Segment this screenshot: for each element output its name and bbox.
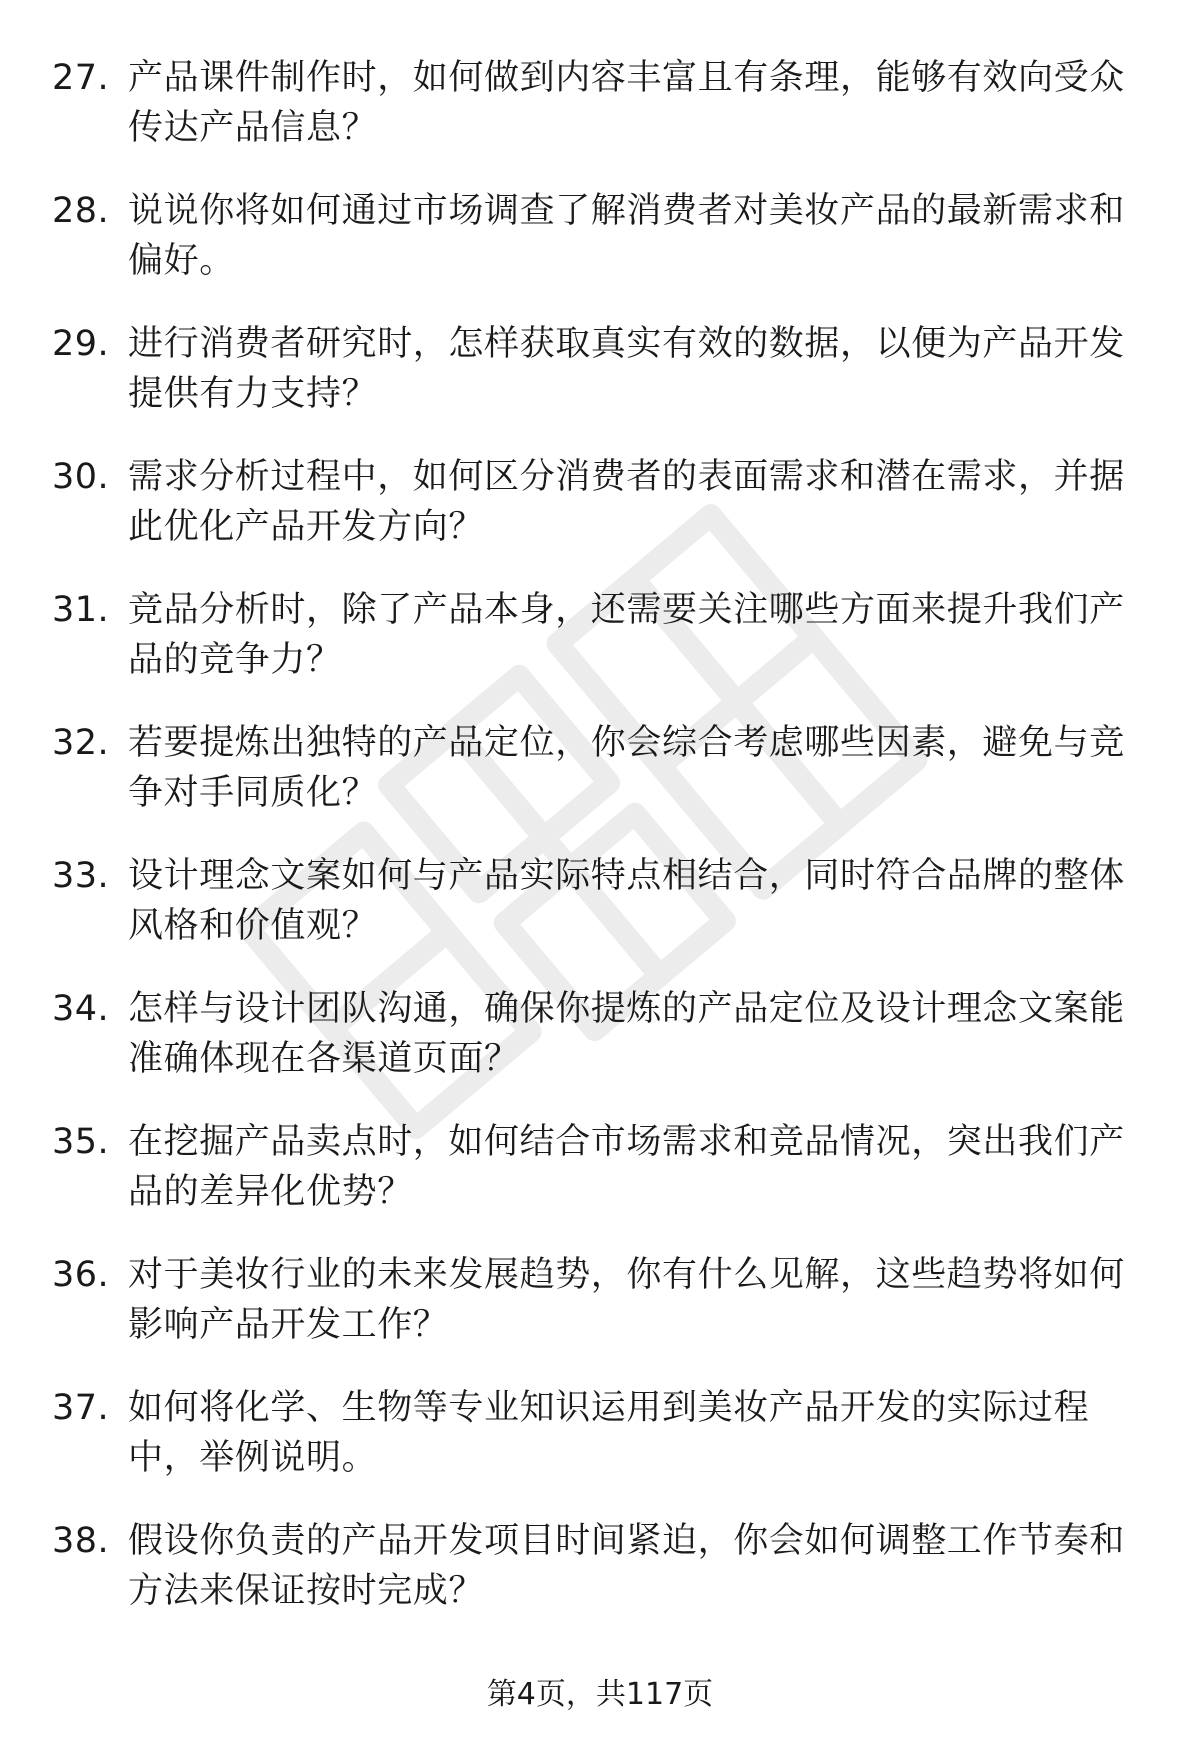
question-text: 需求分析过程中，如何区分消费者的表面需求和潜在需求，并据此优化产品开发方向？ (128, 457, 1125, 547)
question-text: 对于美妆行业的未来发展趋势，你有什么见解，这些趋势将如何影响产品开发工作？ (128, 1255, 1125, 1345)
question-text: 如何将化学、生物等专业知识运用到美妆产品开发的实际过程中，举例说明。 (128, 1388, 1090, 1478)
list-item (0, 452, 1200, 585)
list-item (0, 319, 1200, 452)
question-number: 38. (52, 1521, 110, 1561)
list-item (0, 53, 1200, 186)
question-text: 设计理念文案如何与产品实际特点相结合，同时符合品牌的整体风格和价值观？ (128, 856, 1125, 946)
question-number: 28. (52, 191, 110, 231)
question-text: 产品课件制作时，如何做到内容丰富且有条理，能够有效向受众传达产品信息？ (128, 58, 1125, 148)
page-footer (0, 1675, 1200, 1715)
question-number: 35. (52, 1122, 110, 1162)
list-item (0, 186, 1200, 319)
question-text: 在挖掘产品卖点时，如何结合市场需求和竞品情况，突出我们产品的差异化优势？ (128, 1122, 1125, 1212)
question-text: 假设你负责的产品开发项目时间紧迫，你会如何调整工作节奏和方法来保证按时完成？ (128, 1521, 1125, 1611)
question-text: 进行消费者研究时，怎样获取真实有效的数据，以便为产品开发提供有力支持？ (128, 324, 1125, 414)
question-text: 若要提炼出独特的产品定位，你会综合考虑哪些因素，避免与竞争对手同质化？ (128, 723, 1125, 813)
list-item (0, 1250, 1200, 1383)
list-item (0, 1383, 1200, 1516)
question-number: 29. (52, 324, 110, 364)
question-number: 27. (52, 58, 110, 98)
question-text: 竞品分析时，除了产品本身，还需要关注哪些方面来提升我们产品的竞争力？ (128, 590, 1125, 680)
page-number-label: 第4页，共117页 (486, 1677, 714, 1712)
list-item (0, 718, 1200, 851)
question-number: 30. (52, 457, 110, 497)
list-item (0, 851, 1200, 984)
question-number: 33. (52, 856, 110, 896)
list-item (0, 1516, 1200, 1649)
list-item (0, 585, 1200, 718)
question-number: 36. (52, 1255, 110, 1295)
question-list (0, 53, 1200, 1649)
list-item (0, 984, 1200, 1117)
question-text: 说说你将如何通过市场调查了解消费者对美妆产品的最新需求和偏好。 (128, 191, 1125, 281)
question-text: 怎样与设计团队沟通，确保你提炼的产品定位及设计理念文案能准确体现在各渠道页面？ (128, 989, 1125, 1079)
list-item (0, 1117, 1200, 1250)
question-number: 37. (52, 1388, 110, 1428)
question-number: 34. (52, 989, 110, 1029)
question-number: 32. (52, 723, 110, 763)
question-number: 31. (52, 590, 110, 630)
